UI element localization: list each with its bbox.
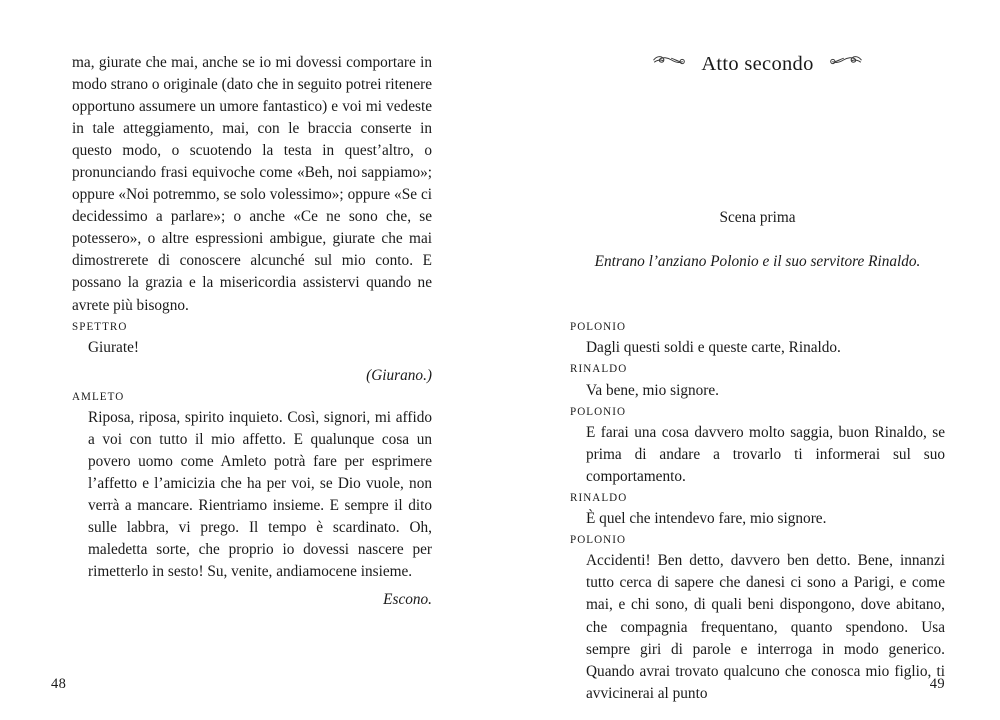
speaker-label-polonio-2: POLONIO	[570, 405, 627, 418]
speaker-label-spettro: SPETTRO	[72, 320, 128, 333]
speech-rinaldo-2: È quel che intendevo fare, mio signore.	[586, 510, 827, 528]
spacer	[570, 229, 945, 251]
right-page	[500, 0, 1000, 720]
speaker-label-rinaldo-2: RINALDO	[570, 491, 628, 504]
running-head-title: Atto secondo	[701, 53, 814, 75]
stage-direction-escono: Escono.	[383, 591, 432, 609]
speech-polonio-3: Accidenti! Ben detto, davvero ben detto. Bene, innanzi tutto cerca di sapere che danesi ci sono a Parigi, e come mai, e chi sono, di quali beni dispongono, dove abitano, che compagnia frequentano, quanto spendono. Usa sempre giri di parole e interroga in modo generico. Quando avrai trovato qualcuno che conosca mio figlio, ti avvicinerai al punto	[586, 552, 945, 702]
flourish-ornament-right	[830, 52, 864, 68]
speech-continuation-paragraph: ma, giurate che mai, anche se io mi dovessi comportare in modo strano o originale (dato che in seguito potrei ritenere opportuno assumere un umore fantastico) e voi mi vedeste in tale atteggiamento, mai, con le braccia conserte in questo modo, o scuotendo la testa in quest’altro, o pronunciando frasi equivoche come «Beh, noi sappiamo»; oppure «Noi potremmo, se solo volessimo»; oppure «Se ci decidessimo a parlare»; o anche «Ce ne sono che, se potessero», o altre espressioni ambigue, giurate che mai dimostrerete di conoscere alcunché sul mio conto. E possano la grazia e la misericordia assistervi quando ne avrete più bisogno.	[72, 54, 432, 314]
speaker-label-amleto: AMLETO	[72, 390, 125, 403]
speaker-label-polonio-1: POLONIO	[570, 321, 627, 334]
speaker-label-polonio-3: POLONIO	[570, 534, 627, 547]
scene-title: Scena prima	[719, 209, 796, 226]
page-number-right: 49	[929, 676, 945, 692]
speech-polonio-2: E farai una cosa davvero molto saggia, buon Rinaldo, se prima di andare a trovarlo ti informerai sul suo comportamento.	[586, 423, 945, 485]
flourish-ornament-left	[651, 52, 685, 68]
running-head	[570, 52, 945, 76]
speech-spettro: Giurate!	[88, 338, 139, 356]
speech-amleto: Riposa, riposa, spirito inquieto. Così, signori, mi affido a voi con tutto il mio affetto. E qualunque cosa un povero uomo come Amleto potrà fare per esprimere l’affetto e l’amicizia che ha per voi, se Dio vuole, non verrà a mancare. Rientriamo insieme. E sempre il dito sulle labbra, vi prego. Il tempo è scardinato. Oh, maledetta sorte, che proprio io dovessi nascere per rimetterlo in sesto! Su, venite, andiamocene insieme.	[88, 409, 432, 581]
stage-direction-giurano: (Giurano.)	[366, 366, 432, 384]
speaker-label-rinaldo-1: RINALDO	[570, 363, 628, 376]
spacer	[570, 84, 945, 207]
speech-polonio-1: Dagli questi soldi e queste carte, Rinaldo.	[586, 339, 841, 357]
page-number-left: 48	[51, 676, 67, 692]
scene-stage-direction: Entrano l’anziano Polonio e il suo servitore Rinaldo.	[594, 253, 921, 271]
spacer	[570, 273, 945, 317]
speech-rinaldo-1: Va bene, mio signore.	[586, 381, 719, 399]
